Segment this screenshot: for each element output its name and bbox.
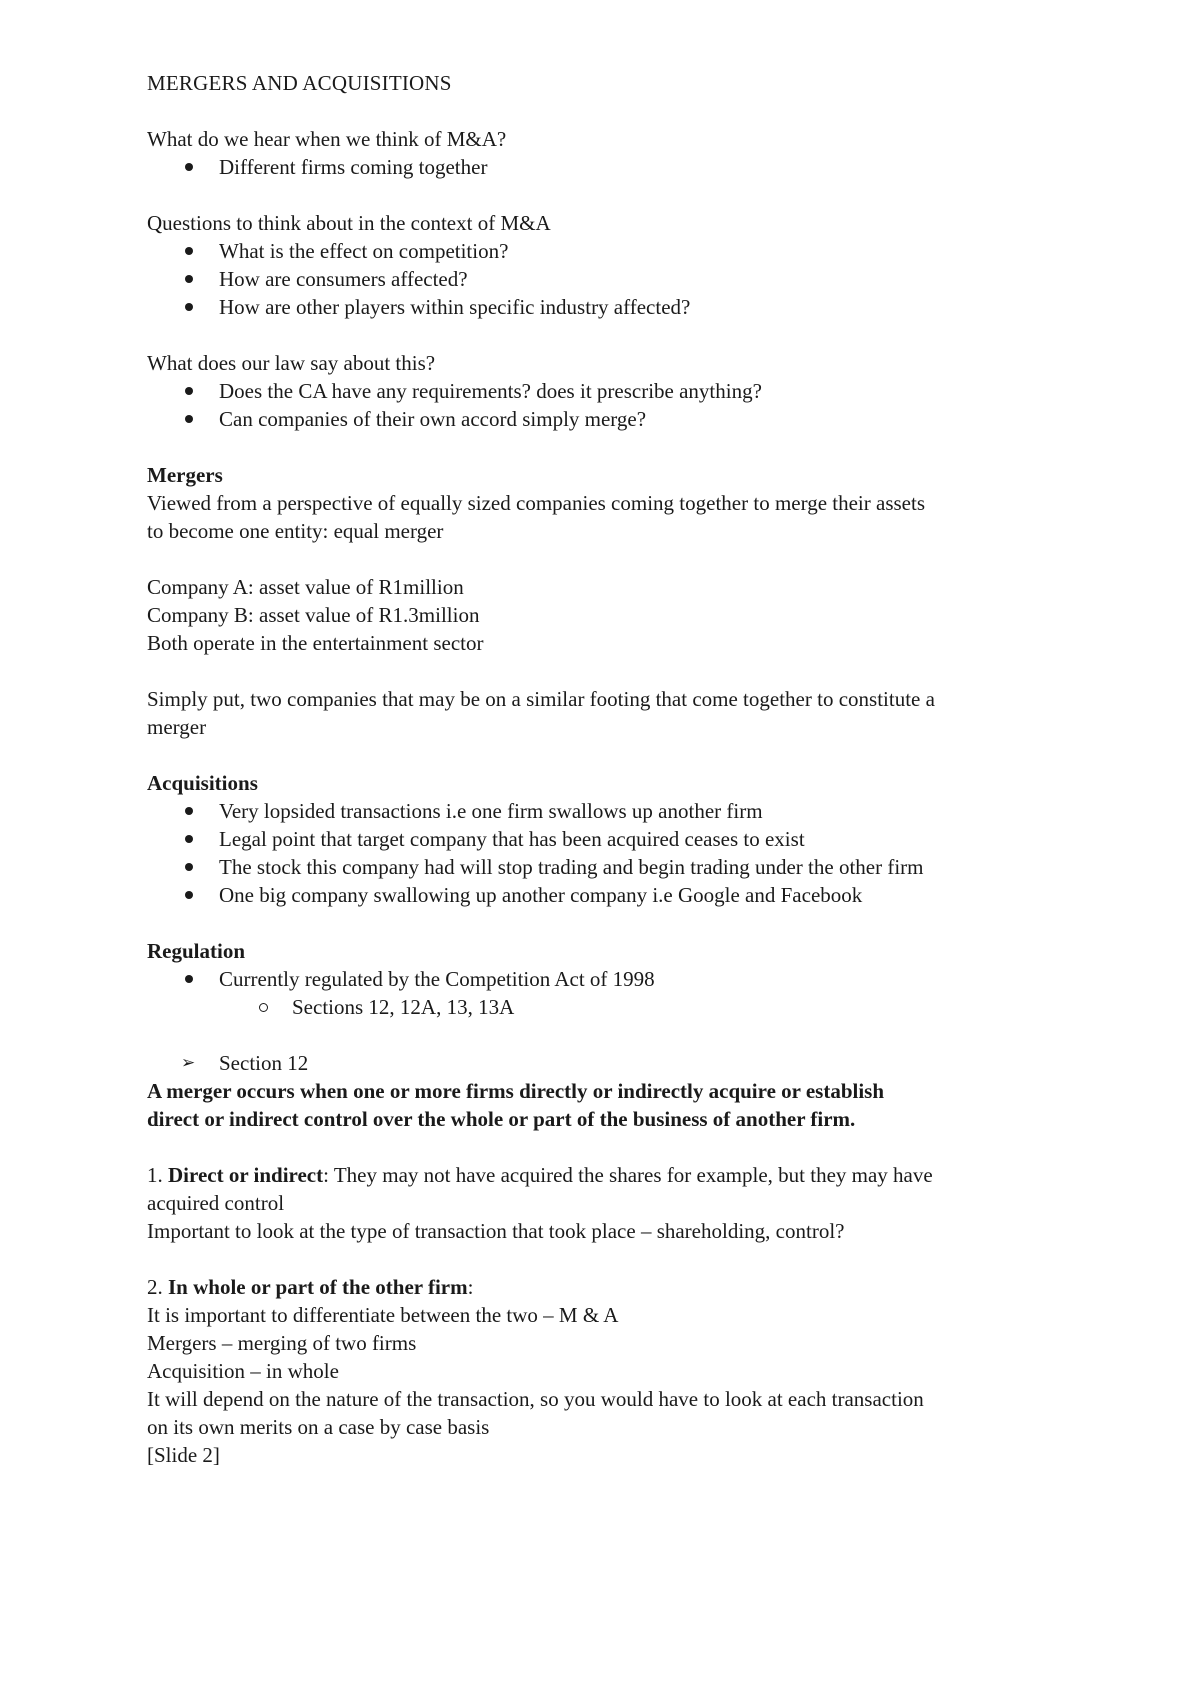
arrow-bullet-icon: ➢ <box>181 1053 196 1073</box>
list-item: Can companies of their own accord simply merge? <box>147 405 1087 433</box>
bullet-icon <box>185 891 193 899</box>
point-two-line: Acquisition – in whole <box>147 1359 339 1383</box>
bullet-icon <box>185 163 193 171</box>
point-term: Direct or indirect <box>168 1163 324 1187</box>
list-item: Does the CA have any requirements? does it prescribe anything? <box>147 377 1087 405</box>
list-item: Legal point that target company that has been acquired ceases to exist <box>147 825 1087 853</box>
section-heading-mergers: Mergers <box>147 463 223 487</box>
summary-paragraph-line: Simply put, two companies that may be on a similar footing that come together to constitute a <box>147 687 935 711</box>
bullet-icon <box>185 807 193 815</box>
list-item: Different firms coming together <box>147 153 1087 181</box>
bullet-icon <box>185 415 193 423</box>
mergers-paragraph-line: to become one entity: equal merger <box>147 519 444 543</box>
list-item: Very lopsided transactions i.e one firm swallows up another firm <box>147 797 1087 825</box>
point-number: 2. <box>147 1275 163 1299</box>
question-law: What does our law say about this? <box>147 351 436 375</box>
point-two-line: It is important to differentiate between the two – M & A <box>147 1303 619 1327</box>
list-item: One big company swallowing up another company i.e Google and Facebook <box>147 881 1087 909</box>
point-one-line: acquired control <box>147 1191 285 1215</box>
question-m-and-a: What do we hear when we think of M&A? <box>147 127 507 151</box>
sector-text: Both operate in the entertainment sector <box>147 631 484 655</box>
circle-bullet-icon <box>259 1003 268 1012</box>
bullet-icon <box>185 863 193 871</box>
list-item: How are consumers affected? <box>147 265 1087 293</box>
list-item: Currently regulated by the Competition Act of 1998 <box>147 965 1087 993</box>
bullet-icon <box>185 247 193 255</box>
section-heading-acquisitions: Acquisitions <box>147 771 258 795</box>
merger-definition-line: A merger occurs when one or more firms directly or indirectly acquire or establish <box>147 1079 885 1103</box>
mergers-paragraph-line: Viewed from a perspective of equally sized companies coming together to merge their assets <box>147 491 926 515</box>
arrow-list-item: ➢ Section 12 <box>181 1051 309 1075</box>
list-item: How are other players within specific industry affected? <box>147 293 1087 321</box>
point-two-line: It will depend on the nature of the transaction, so you would have to look at each transaction <box>147 1387 924 1411</box>
list-item: What is the effect on competition? <box>147 237 1087 265</box>
point-two-line: Mergers – merging of two firms <box>147 1331 417 1355</box>
document-body <box>147 69 1087 1469</box>
list-item: The stock this company had will stop trading and begin trading under the other firm <box>147 853 1087 881</box>
summary-paragraph-line: merger <box>147 715 207 739</box>
company-a-text: Company A: asset value of R1million <box>147 575 464 599</box>
question-context: Questions to think about in the context of M&A <box>147 211 551 235</box>
bullet-icon <box>185 835 193 843</box>
sub-list-item: Sections 12, 12A, 13, 13A <box>147 993 1087 1021</box>
bullet-icon <box>185 387 193 395</box>
merger-definition-line: direct or indirect control over the whole or part of the business of another firm. <box>147 1107 856 1131</box>
company-b-text: Company B: asset value of R1.3million <box>147 603 480 627</box>
point-two-line: 2. In whole or part of the other firm: <box>147 1275 474 1299</box>
point-one-line: Important to look at the type of transaction that took place – shareholding, control? <box>147 1219 845 1243</box>
bullet-icon <box>185 975 193 983</box>
point-one-line: 1. Direct or indirect: They may not have acquired the shares for example, but they may have <box>147 1163 933 1187</box>
point-number: 1. <box>147 1163 163 1187</box>
point-term: In whole or part of the other firm <box>168 1275 468 1299</box>
page-title: MERGERS AND ACQUISITIONS <box>147 71 452 95</box>
section-heading-regulation: Regulation <box>147 939 246 963</box>
point-two-line: on its own merits on a case by case basis <box>147 1415 490 1439</box>
bullet-icon <box>185 303 193 311</box>
bullet-icon <box>185 275 193 283</box>
slide-reference: [Slide 2] <box>147 1443 220 1467</box>
